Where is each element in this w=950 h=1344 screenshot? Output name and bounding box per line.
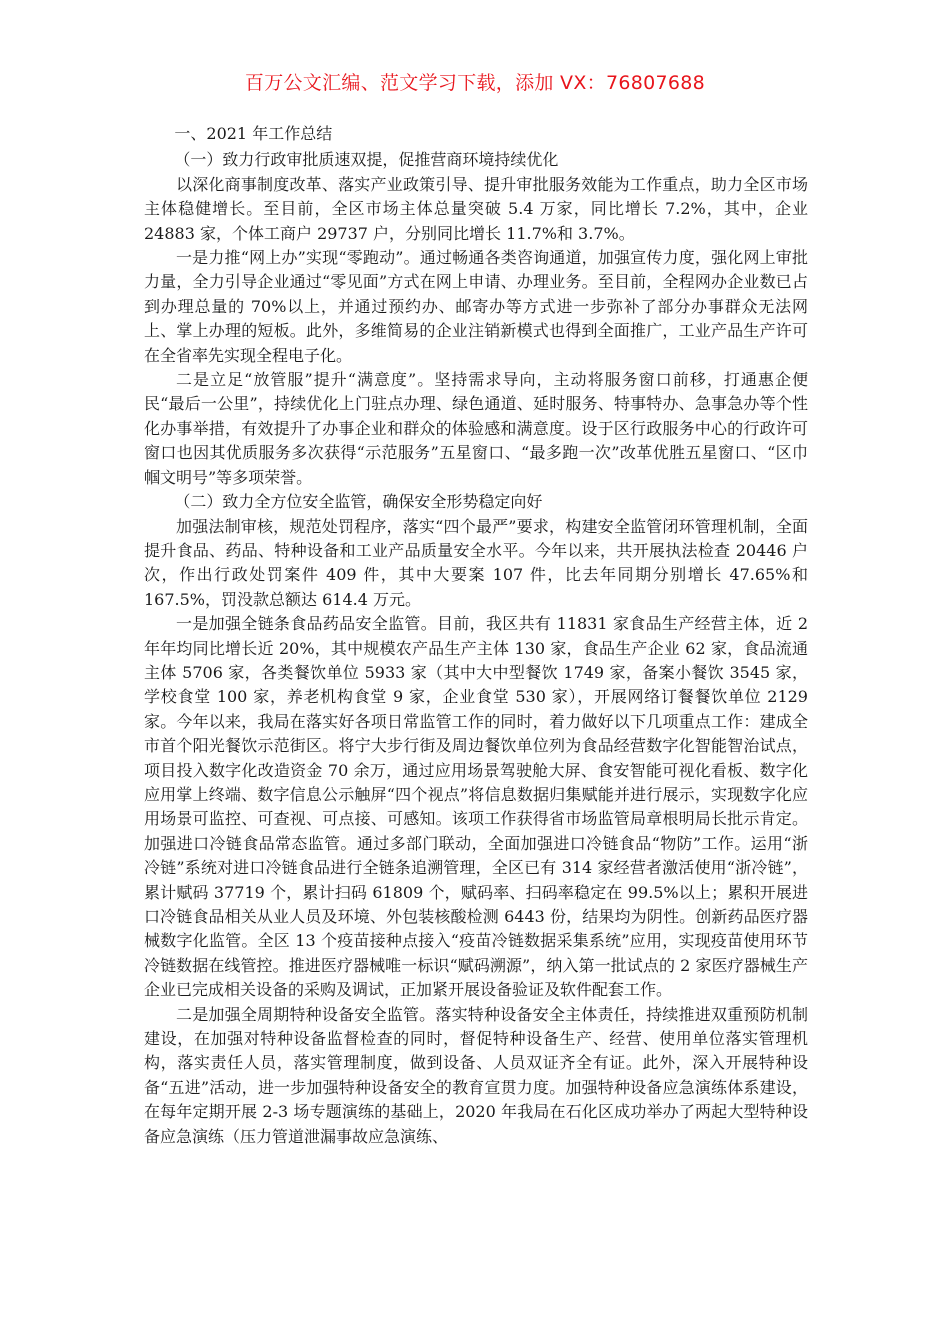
paragraph: 二是立足“放管服”提升“满意度”。坚持需求导向，主动将服务窗口前移，打通惠企便民“最后一公里”，持续优化上门驻点办理、绿色通道、延时服务、特事特办、急事急办等个性化办事举措，有效提升了办事企业和群众的体验感和满意度。设于区行政服务中心的行政许可窗口也因其优质服务多次获得“示范服务”五星窗口、“最多跑一次”改革优胜五星窗口、“区巾帼文明号”等多项荣誉。 (144, 370, 808, 487)
subsection-title: （一）致力行政审批质速双提，促推营商环境持续优化 (174, 150, 559, 170)
paragraph: 一是力推“网上办”实现“零跑动”。通过畅通各类咨询通道，加强宣传力度，强化网上审批力量，全力引导企业通过“零见面”方式在网上申请、办理业务。至目前，全程网办企业数已占到办理总量的 70%以上，并通过预约办、邮寄办等方式进一步弥补了部分办事群众无法网上、掌上办理的短板。此外，多维简易的企业注销新模式也得到全面推广，工业产品生产许可在全省率先实现全程电子化。 (144, 248, 808, 365)
paragraph: 以深化商事制度改革、落实产业政策引导、提升审批服务效能为工作重点，助力全区市场主体稳健增长。至目前，全区市场主体总量突破 5.4 万家，同比增长 7.2%，其中，企业 24883 家，个体工商户 29737 户，分别同比增长 11.7%和 3.7%。 (144, 174, 808, 243)
paragraph: 二是加强全周期特种设备安全监管。落实特种设备安全主体责任，持续推进双重预防机制建设，在加强对特种设备监督检查的同时，督促特种设备生产、经营、使用单位落实管理机构，落实责任人员，落实管理制度，做到设备、人员双证齐全有证。此外，深入开展特种设备“五进”活动，进一步加强特种设备安全的教育宣贯力度。加强特种设备应急演练体系建设，在每年定期开展 2-3 场专题演练的基础上，2020 年我局在石化区成功举办了两起大型特种设备应急演练（压力管道泄漏事故应急演练、 (144, 1004, 808, 1146)
promo-banner: 百万公文汇编、范文学习下载，添加 VX：76807688 (244, 72, 706, 94)
section-heading: 一、2021 年工作总结 (174, 124, 333, 143)
paragraph: 一是加强全链条食品药品安全监管。目前，我区共有 11831 家食品生产经营主体，近 2 年年均同比增长近 20%，其中规模农产品生产主体 130 家，食品生产企业 62 家，食品流通主体 5706 家，各类餐饮单位 5933 家（其中大中型餐饮 1749 家，备案小餐饮 3545 家，学校食堂 100 家，养老机构食堂 9 家，企业食堂 530 家），开展网络订餐餐饮单位 2129 家。今年以来，我局在落实好各项日常监管工作的同时，着力做好以下几项重点工作：建成全市首个阳光餐饮示范街区。将宁大步行街及周边餐饮单位列为食品经营数字化智能智治试点，项目投入数字化改造资金 70 余万，通过应用场景驾驶舱大屏、食安智能可视化看板、数字化应用掌上终端、数字信息公示触屏“四个视点”将信息数据归集赋能并进行展示，实现数字化应用场景可监控、可查视、可点接、可感知。该项工作获得省市场监管局章根明局长批示肯定。加强进口冷链食品常态监管。通过多部门联动，全面加强进口冷链食品“物防”工作。运用“浙冷链”系统对进口冷链食品进行全链条追溯管理，全区已有 314 家经营者激活使用“浙冷链”，累计赋码 37719 个，累计扫码 61809 个，赋码率、扫码率稳定在 99.5%以上；累积开展进口冷链食品相关从业人员及环境、外包装核酸检测 6443 份，结果均为阴性。创新药品医疗器械数字化监管。全区 13 个疫苗接种点接入“疫苗冷链数据采集系统”应用，实现疫苗使用环节冷链数据在线管控。推进医疗器械唯一标识“赋码溯源”，纳入第一批试点的 2 家医疗器械生产企业已完成相关设备的采购及调试，正加紧开展设备验证及软件配套工作。 (144, 614, 808, 1000)
document-body (144, 122, 808, 1149)
subsection-title: （二）致力全方位安全监管，确保安全形势稳定向好 (174, 492, 543, 512)
paragraph: 加强法制审核，规范处罚程序，落实“四个最严”要求，构建安全监管闭环管理机制，全面提升食品、药品、特种设备和工业产品质量安全水平。今年以来，共开展执法检查 20446 户次，作出行政处罚案件 409 件，其中大要案 107 件，比去年同期分别增长 47.65%和 167.5%，罚没款总额达 614.4 万元。 (144, 516, 808, 609)
